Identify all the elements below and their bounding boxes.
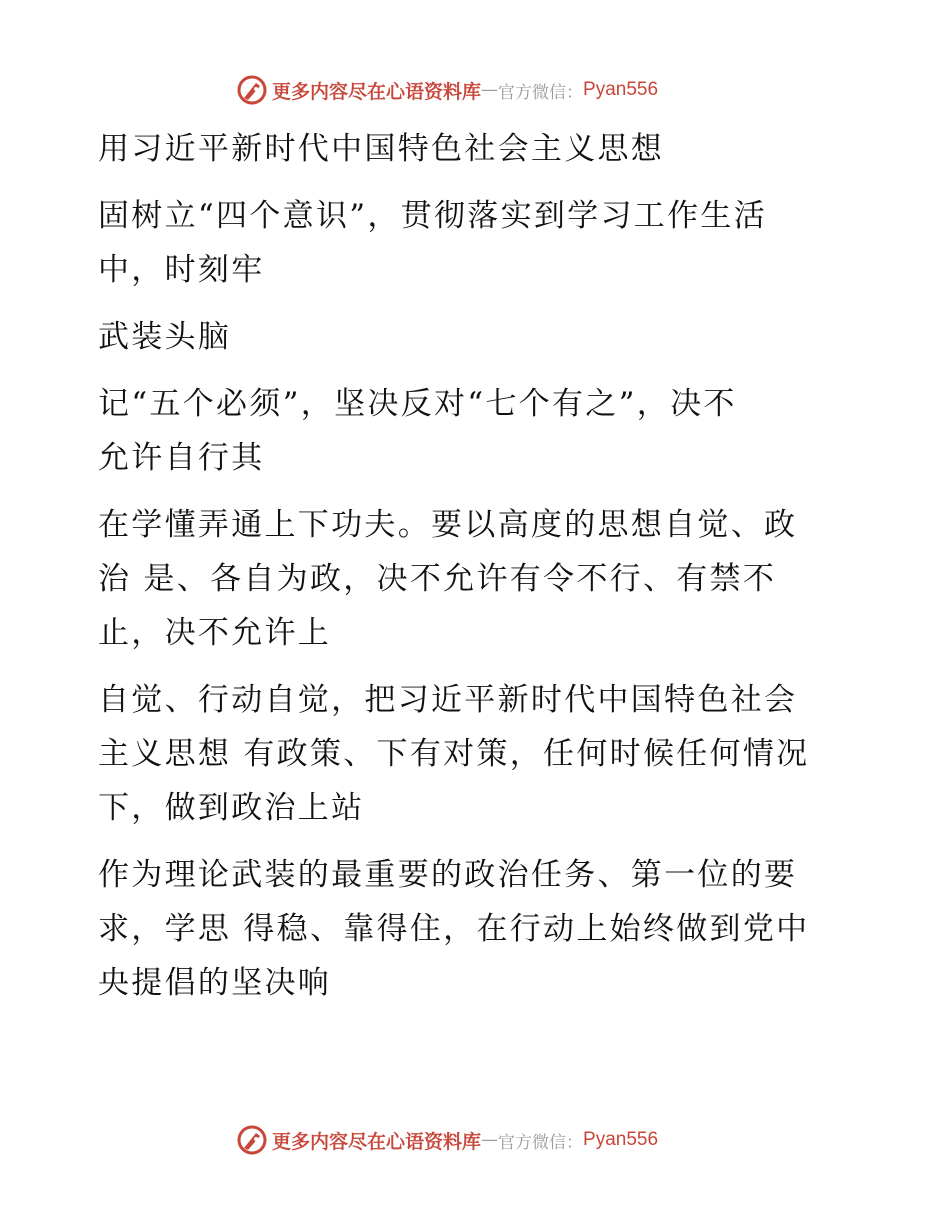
text-line: 固树立“四个意识”，贯彻落实到学习工作生活 [98,198,767,234]
paragraph [98,673,838,835]
watermark-text: 更多内容尽在心语资料库 [272,1130,482,1153]
text-line: 作为理论武装的最重要的政治任务、第一位的要 [98,857,798,893]
text-line: 止，决不允许上 [98,615,332,651]
pen-logo-icon [236,1124,268,1156]
paragraph [98,498,838,660]
text-line: 治 是、各自为政，决不允许有令不行、有禁不 [98,561,777,597]
paragraph [98,122,838,176]
watermark-text: 更多内容尽在心语资料库 [272,80,482,103]
text-line: 央提倡的坚决响 [98,965,332,1001]
watermark-wechat-id: Pyan556 [583,79,659,100]
text-line: 武装头脑 [98,319,232,355]
watermark-separator: — [481,1130,499,1150]
text-line: 求，学思 得稳、靠得住，在行动上始终做到党中 [98,911,810,947]
paragraph [98,377,838,485]
header-watermark [236,73,658,107]
watermark-wechat-id: Pyan556 [583,1129,659,1150]
paragraph [98,310,838,364]
text-line: 下，做到政治上站 [98,790,365,826]
text-line: 主义思想 有政策、下有对策，任何时候任何情况 [98,736,810,772]
paragraph [98,848,838,1010]
text-line: 记“五个必须”，坚决反对“七个有之”，决不 [98,386,737,422]
document-body [98,122,838,1023]
pen-logo-icon [236,74,268,106]
watermark-wechat-label: 官方微信： [498,1132,584,1153]
watermark-wechat-label: 官方微信： [498,82,584,103]
text-line: 自觉、行动自觉，把习近平新时代中国特色社会 [98,682,798,718]
watermark-separator: — [481,80,499,100]
text-line: 用习近平新时代中国特色社会主义思想 [98,131,665,167]
paragraph [98,189,838,297]
text-line: 允许自行其 [98,440,265,476]
text-line: 在学懂弄通上下功夫。要以高度的思想自觉、政 [98,507,798,543]
footer-watermark [236,1123,658,1157]
text-line: 中，时刻牢 [98,252,265,288]
